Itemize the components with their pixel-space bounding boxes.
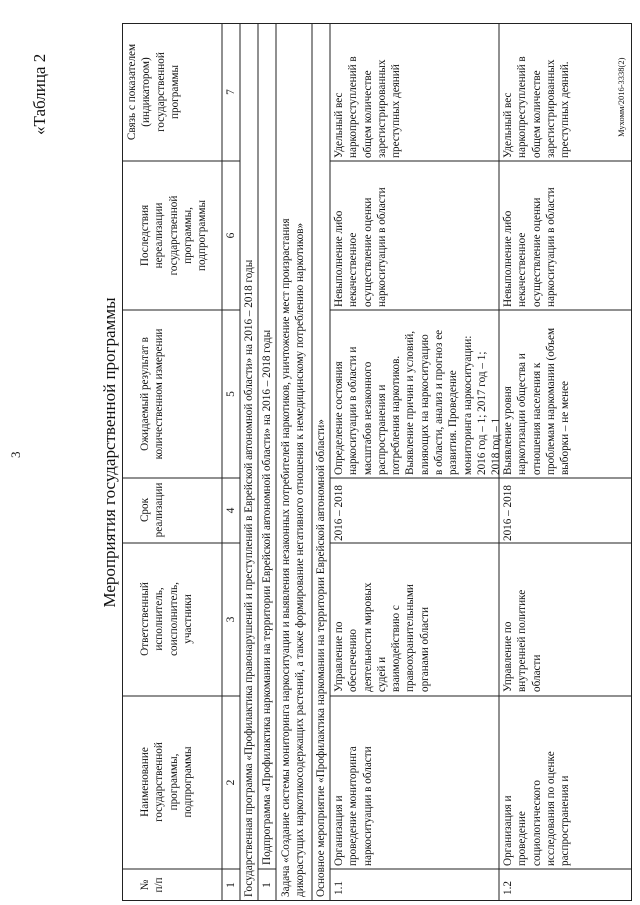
task-row: Задача «Создание системы мониторинга наркоситуации и выявления незаконных потребителей наркотиков, уничтожение мест произрастания дикорастущих наркотикосодержащих растений, а также формирование негативного отношения к немедицинскому потреблению наркотиков» xyxy=(280,218,307,897)
row-1-2-consequences: Невыполнение либо некачественное осуществление оценки наркоситуации в области xyxy=(502,187,557,307)
footer-document-code: Мухомм/2016-3338(2) xyxy=(616,57,626,137)
row-1-1-executor: Управление по обеспечению деятельности мировых судей и взаимодействию с правоохранительными органами области xyxy=(333,582,431,692)
column-number-6: 6 xyxy=(225,232,237,239)
header-consequences: Последствия нереализации государственной программы, подпрограммы xyxy=(139,195,209,276)
row-1-2-indicator: Удельный вес наркопреступлений в общем количестве зарегистрированных преступных деяний. xyxy=(502,56,572,158)
column-number-7: 7 xyxy=(225,89,237,95)
main-event-row: Основное мероприятие «Профилактика наркомании на территории Еврейской автономной области» xyxy=(315,419,327,897)
program-row: Государственная программа «Профилактика правонарушений и преступлений в Еврейской автономной области» на 2016 – 2018 годы xyxy=(243,259,255,897)
header-expected-result: Ожидаемый результат в количественном измерении xyxy=(139,328,166,460)
row-1-1-consequences: Невыполнение либо некачественное осуществление оценки наркоситуации в области xyxy=(333,187,388,307)
page-number: 3 xyxy=(8,451,23,458)
row-1-1-number: 1.1 xyxy=(333,881,345,895)
row-1-2-executor: Управление по внутренней политике области xyxy=(502,589,543,692)
row-1-2-number: 1.2 xyxy=(502,881,514,895)
row-1-2-name: Организация и проведение социологического исследования по оценке распространения и xyxy=(502,751,572,866)
table-caption: «Таблица 2 xyxy=(30,53,49,135)
column-number-2: 2 xyxy=(225,779,237,786)
header-indicator: Связь с показателем (индикатором) государственной программы xyxy=(126,43,181,141)
header-term: Срок реализации xyxy=(139,482,166,538)
row-1-1-expected-result: Определение состояния наркоситуации в области и масштабов незаконного распространения и потребления наркотиков. Выявление причин и условий, влияющих на наркоситуацию в области, анализ и прогноз ее развития. Проведение мониторинга наркоситуации: 2016 год – 1; 2017 год – 1; 2018 год – 1 xyxy=(333,329,503,475)
row-1-2-expected-result: Выявление уровня наркотизации общества и отношения населения к проблемам наркомании (объем выборки – не менее xyxy=(502,327,572,475)
subprogram-number: 1 xyxy=(261,882,273,888)
column-number-4: 4 xyxy=(225,507,237,514)
header-executor: Ответственный исполнитель, соисполнитель, участники xyxy=(139,582,194,656)
row-1-1-name: Организация и проведение мониторинга наркоситуации в области xyxy=(333,746,374,866)
document-title: Мероприятия государственной программы xyxy=(100,297,119,608)
column-number-1: 1 xyxy=(225,882,237,888)
row-1-1-term: 2016 – 2018 xyxy=(333,485,345,541)
header-number: № п/п xyxy=(139,877,166,893)
row-1-1-indicator: Удельный вес наркопреступлений в общем количестве зарегистрированных преступных деяний xyxy=(333,56,403,158)
events-table xyxy=(122,23,632,901)
column-number-5: 5 xyxy=(225,391,237,397)
column-number-3: 3 xyxy=(225,616,237,623)
row-1-2-term: 2016 – 2018 xyxy=(502,485,514,541)
subprogram-row: Подпрограмма «Профилактика наркомании на территории Еврейской автономной области» на 2016 – 2018 годы xyxy=(261,329,273,865)
header-program-name: Наименование государственной программы, подпрограммы xyxy=(139,742,194,822)
